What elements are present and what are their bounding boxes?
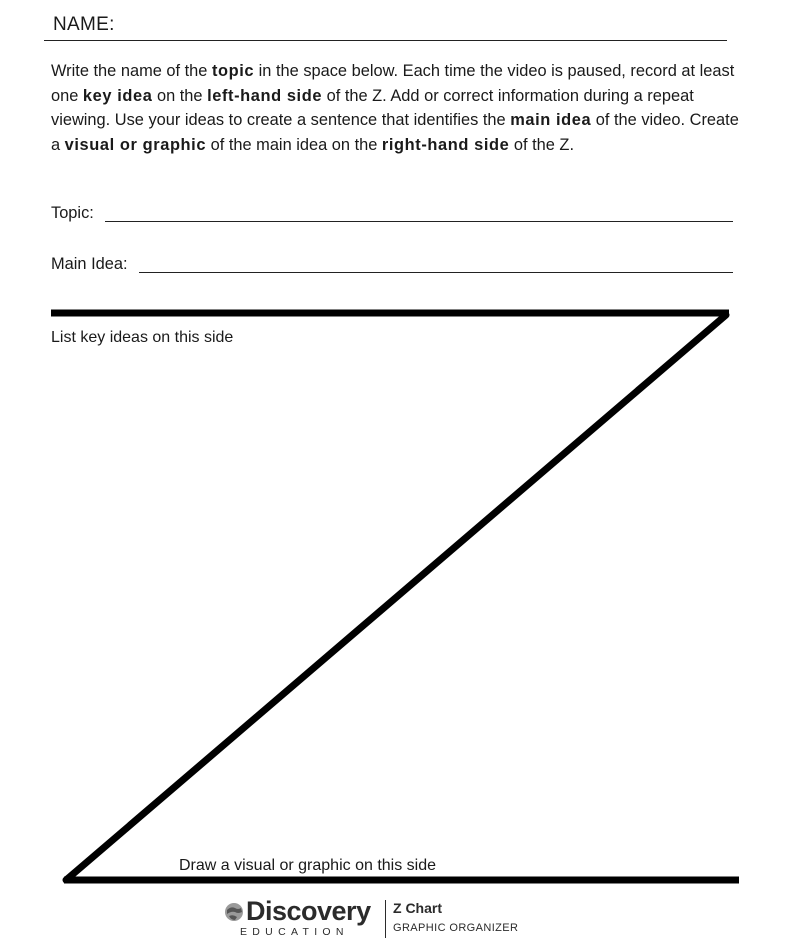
topic-label: Topic: <box>51 204 94 222</box>
name-label: NAME: <box>53 14 115 35</box>
footer-branding <box>224 898 544 942</box>
instruction-text: on the <box>152 86 208 105</box>
instruction-text: of the Z. <box>509 135 574 154</box>
right-side-label: Draw a visual or graphic on this side <box>179 857 437 874</box>
instruction-emphasis: key idea <box>82 86 153 105</box>
instruction-emphasis: topic <box>211 62 255 80</box>
footer-divider <box>385 900 386 938</box>
instruction-emphasis: right-hand side <box>381 135 510 154</box>
z-diagonal <box>66 315 726 880</box>
instruction-emphasis: left-hand side <box>207 86 323 105</box>
footer-subtitle: GRAPHIC ORGANIZER <box>393 922 519 934</box>
instruction-text: of the main idea on the <box>206 135 382 154</box>
education-logo-text: EDUCATION <box>240 926 349 938</box>
footer-title: Z Chart <box>393 900 442 916</box>
instruction-emphasis: main idea <box>510 111 592 130</box>
left-side-label: List key ideas on this side <box>51 329 234 346</box>
instruction-emphasis: visual or graphic <box>64 135 207 154</box>
instruction-text: of the video. Create a <box>51 111 739 154</box>
instruction-text: of the Z. Add or correct information during a repeat viewing. Use your ideas to create a sentence that identifies the <box>51 86 694 130</box>
instruction-text: in the space below. Each time the video is paused, record at least one <box>51 62 735 105</box>
main-idea-label: Main Idea: <box>51 255 128 273</box>
globe-icon <box>224 902 244 922</box>
instruction-text: Write the name of the <box>51 62 212 80</box>
discovery-logo-text: Discovery <box>246 896 371 926</box>
